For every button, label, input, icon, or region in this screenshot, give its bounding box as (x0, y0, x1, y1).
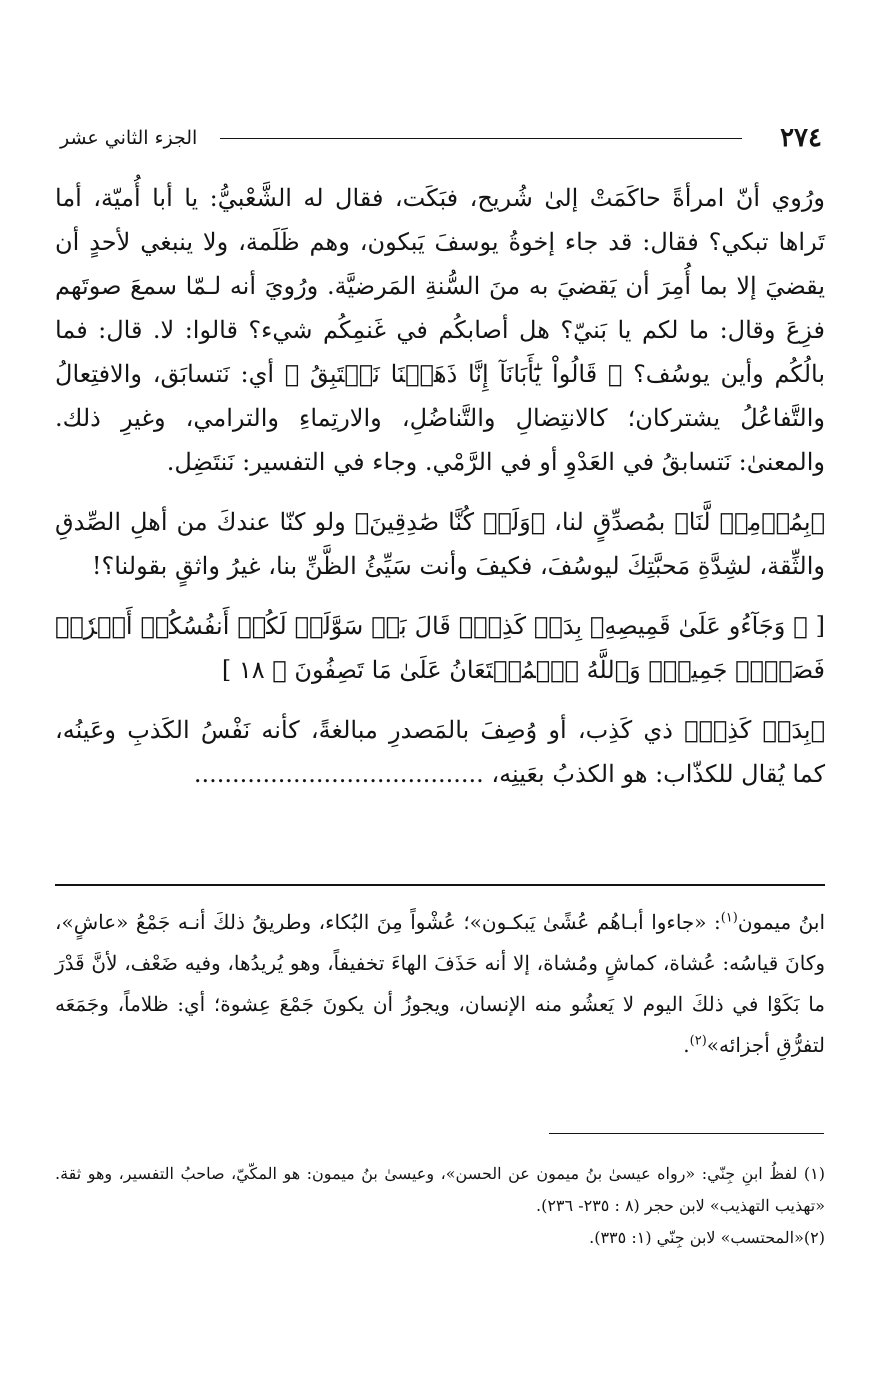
paragraph-text: ولو كنّا عندكَ من أهلِ الصِّدقِ والثِّقة، لشِدَّةِ مَحبَّتِكَ ليوسُفَ، فكيفَ وأنت سَيِّئُ الظَّنِّ بنا، غيرُ واثقٍ بقولنا؟! (55, 508, 825, 580)
commentary-text: ابنُ ميمون (737, 910, 825, 934)
paragraph-text: ورُوي أنّ امرأةً حاكَمَتْ إلىٰ شُريح، فبَكَت، فقال له الشَّعْبيُّ: يا أبا أُميّة، أما تَراها تبكي؟ فقال: قد جاء إخوةُ يوسفَ يَبكون، وهم ظَلَمة، ولا ينبغي لأحدٍ أن يقضيَ إلا بما أُمِرَ أن يَقضيَ به منَ السُّنةِ المَرضيَّة. ورُويَ أنه لـمّا سمعَ صوتَهم فزِعَ وقال: ما لكم يا بَنيّ؟ هل أصابكُم في غَنمِكُم شيء؟ قالوا: لا. قال: فما بالُكُم وأين يوسُف؟ (55, 184, 826, 388)
footnote-marker: (١) (720, 910, 738, 926)
page-number: ٢٧٤ (780, 123, 822, 153)
footnote: (٢)«المحتسب» لابن جِنّي (١: ٣٣٥). (589, 1228, 825, 1247)
quran-verse: ﴿بِمُؤۡمِنٖ لَّنَا﴾ (674, 508, 825, 536)
footnotes (55, 1158, 825, 1254)
page-header (60, 118, 822, 158)
paragraph-text: بمُصدِّقٍ لنا، (554, 508, 666, 536)
dotted-leader: ...................................... (193, 760, 484, 788)
footnote-marker: (٢) (689, 1033, 707, 1049)
commentary-paragraph (55, 902, 825, 1066)
verse-number: ١٨ ] (221, 656, 265, 684)
main-text (55, 176, 825, 796)
paragraph-text: ذي كَذِب، أو وُصِفَ بالمَصدرِ مبالغةً، كأنه نَفْسُ الكَذبِ وعَينُه، كما يُقال للكذّاب: هو الكذبُ بعَينِه، (55, 716, 825, 788)
quran-verse: ﴿وَلَوۡ كُنَّا صَٰدِقِينَ﴾ (354, 508, 546, 536)
commentary-text: . (683, 1033, 690, 1057)
paragraph (55, 176, 825, 484)
paragraph (55, 708, 825, 796)
commentary-text: : «جاءوا أبـاهُم عُشًىٰ يَبكـون»؛ عُشْواً مِنَ البُكاء، وطريقُ ذلكَ أنـه جَمْعُ «عاشٍ»، وكانَ قياسُه: عُشاة، كماشٍ ومُشاة، إلا أنه حَذَفَ الهاءَ تخفيفاً، وهو يُريدُها، وفيه ضَعْف، لأنَّ قَدْرَ ما بَكَوْا في ذلكَ اليوم لا يَعشُو منه الإنسان، ويجوزُ أن يكونَ جَمْعَ عِشوة؛ أي: ظلاماً، وجَمَعَه لتفرُّقِ أجزائه» (55, 910, 825, 1057)
footnote-rule (549, 1133, 824, 1134)
verse-paragraph (55, 604, 825, 692)
commentary-block (55, 902, 825, 1066)
quran-verse: ﴿بِدَمٖ كَذِبٖ﴾ (684, 716, 826, 744)
paragraph (55, 500, 825, 588)
header-rule (220, 138, 742, 139)
quran-verse: ﴿ قَالُواْ يَٰٓأَبَانَآ إِنَّا ذَهَبۡنَا نَسۡتَبِقُ ﴾ (284, 360, 623, 388)
quran-verse: ﴿ وَجَآءُو عَلَىٰ قَمِيصِهِۦ بِدَمٖ كَذِبٖۚ قَالَ بَلۡ سَوَّلَتۡ لَكُمۡ أَنفُسُكُمۡ أَمۡرٗاۖ فَصَبۡرٞ جَمِيلٞۖ وَٱللَّهُ ٱلۡمُسۡتَعَانُ عَلَىٰ مَا تَصِفُونَ ﴾ (55, 612, 825, 684)
section-separator (55, 884, 825, 886)
paragraph-text: أي: نَتسابَق، والافتِعالُ والتَّفاعُلُ يشتركان؛ كالانتِضالِ والتَّناضُلِ، والارتِماءِ والترامي، وغيرِ ذلك. والمعنىٰ: نَتسابقُ في العَدْوِ أو في الرَّمْي. وجاء في التفسير: نَنتَضِل. (55, 360, 825, 476)
running-title: الجزء الثاني عشر (60, 127, 198, 149)
bracket-open: [ (815, 612, 825, 640)
footnote: (١) لفظُ ابنِ جِنّي: «رواه عيسىٰ بنُ ميمون عن الحسن»، وعيسىٰ بنُ ميمون: هو المكّيّ، صاحبُ التفسير، وهو ثقة. «تهذيب التهذيب» لابن حجر (٨ : ٢٣٥- ٢٣٦). (55, 1164, 825, 1215)
